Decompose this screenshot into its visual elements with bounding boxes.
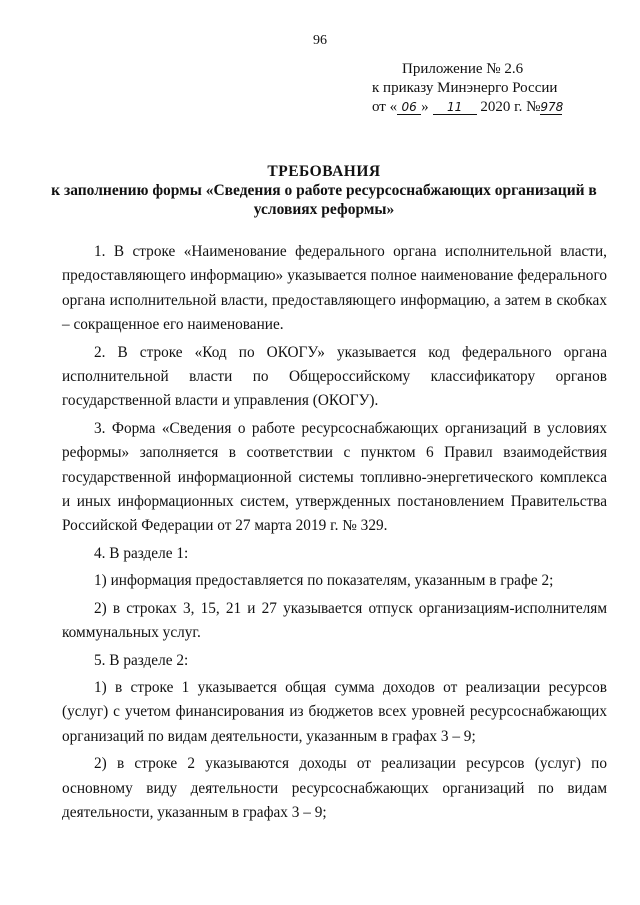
paragraph-4-1: 1) информация предоставляется по показателям, указанным в графе 2; <box>94 572 554 590</box>
paragraph-5-1: 1) в строке 1 указывается общая сумма доходов от реализации ресурсов (услуг) с учетом финансирования из бюджетов всех уровней ресурсоснабжающих организаций по видам деятельности, указанным в графах 3 – 9; <box>62 678 607 745</box>
paragraph-2: 2. В строке «Код по ОКОГУ» указывается код федерального органа исполнительной власти по Общероссийскому классификатору органов государственной власти и управления (ОКОГУ). <box>62 343 607 410</box>
title-heading: ТРЕБОВАНИЯ <box>267 163 381 180</box>
paragraph-3: 3. Форма «Сведения о работе ресурсоснабжающих организаций в условиях реформы» заполняется в соответствии с пунктом 6 Правил взаимодействия государственной информационной системы топливно-энергетического комплекса и иных информационных систем, утвержденных постановлением Правительства Российской Федерации от 27 марта 2019 г. № 329. <box>62 419 607 535</box>
document-title <box>50 162 598 219</box>
document-body <box>62 240 607 828</box>
appendix-title: Приложение № 2.6 <box>402 61 524 77</box>
appendix-order-ref: к приказу Минэнерго России <box>372 80 558 96</box>
handwritten-order-number: 978 <box>540 100 564 114</box>
date-prefix: от « <box>372 99 398 115</box>
date-year: 2020 г. № <box>476 99 541 115</box>
paragraph-5: 5. В разделе 2: <box>94 651 189 669</box>
paragraph-4: 4. В разделе 1: <box>94 544 189 562</box>
paragraph-4-2: 2) в строках 3, 15, 21 и 27 указывается отпуск организациям-исполнителям коммунальных услуг. <box>62 599 607 642</box>
date-quote-close: » <box>421 99 429 115</box>
appendix-header <box>372 60 622 117</box>
handwritten-day: 06 <box>397 100 421 115</box>
paragraph-1: 1. В строке «Наименование федерального органа исполнительной власти, предоставляющего информацию» указывается полное наименование федерального органа исполнительной власти, предоставляющего информацию, а затем в скобках – сокращенное его наименование. <box>62 243 607 334</box>
handwritten-month: 11 <box>433 100 477 115</box>
page-number: 96 <box>313 33 327 48</box>
title-subtitle: к заполнению формы «Сведения о работе ресурсоснабжающих организаций в условиях реформы» <box>51 182 597 218</box>
paragraph-5-2: 2) в строке 2 указываются доходы от реализации ресурсов (услуг) по основному виду деятельности ресурсоснабжающих организаций по видам деятельности, указанным в графах 3 – 9; <box>62 755 607 821</box>
appendix-date-line <box>372 98 622 117</box>
